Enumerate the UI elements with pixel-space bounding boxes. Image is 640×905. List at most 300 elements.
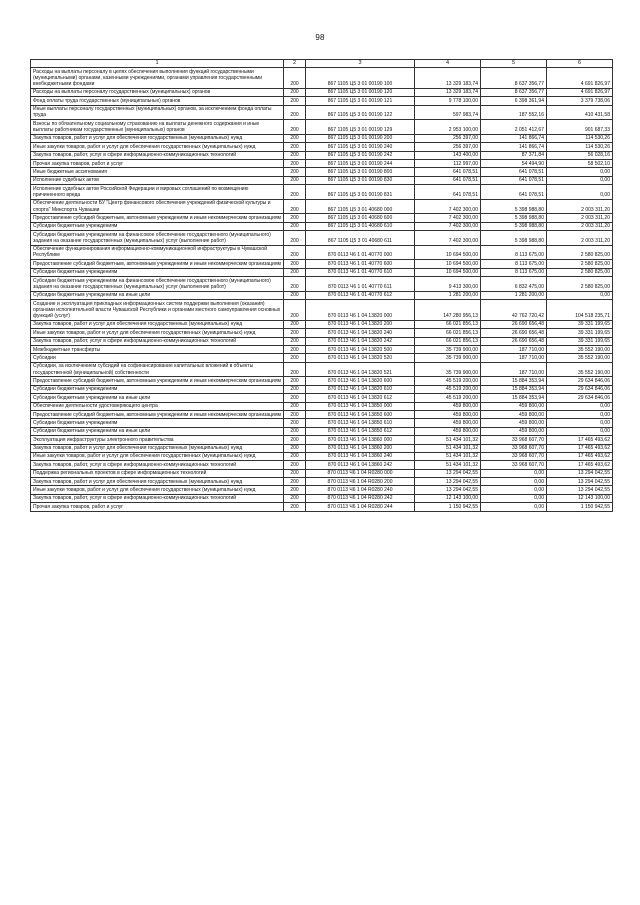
- table-row: [31, 260, 613, 268]
- row-code: 200: [284, 214, 306, 222]
- row-classification-code: 870 0113 Ч6 1 04 13850 612: [306, 427, 415, 435]
- row-remaining-amount: 114 530,26: [547, 143, 613, 151]
- table-row: [31, 168, 613, 176]
- row-remaining-amount: 29 634 846,06: [547, 377, 613, 385]
- row-description: Субсидии, за исключением субсидий на софинансирование капитальных вложений в объекты государственной (муниципальной) собственности: [31, 362, 284, 377]
- row-executed-amount: 1 281 200,00: [481, 291, 547, 299]
- row-approved-amount: 35 739 900,00: [415, 354, 481, 362]
- row-remaining-amount: 410 431,58: [547, 105, 613, 120]
- row-approved-amount: 641 078,51: [415, 176, 481, 184]
- table-row: [31, 452, 613, 460]
- row-executed-amount: 15 884 353,94: [481, 394, 547, 402]
- row-description: Закупка товаров, работ, услуг в сфере информационно-коммуникационных технологий: [31, 337, 284, 345]
- row-approved-amount: 7 402 300,00: [415, 214, 481, 222]
- row-classification-code: 870 0113 Ч6 1 04 13820 600: [306, 377, 415, 385]
- row-executed-amount: 2 051 412,67: [481, 120, 547, 135]
- row-description: Закупка товаров, работ и услуг для обеспечения государственных (муниципальных) нужд: [31, 444, 284, 452]
- table-row: [31, 402, 613, 410]
- row-executed-amount: 26 690 656,48: [481, 337, 547, 345]
- row-code: 200: [284, 320, 306, 328]
- row-description: Иные закупки товаров, работ и услуг для обеспечения государственных (муниципальных) нужд: [31, 143, 284, 151]
- row-description: Закупка товаров, работ, услуг в сфере информационно-коммуникационных технологий: [31, 461, 284, 469]
- row-description: Обеспечение функционирования информационно-коммуникационной инфраструктуры в Чувашской Республике: [31, 245, 284, 260]
- row-code: 200: [284, 427, 306, 435]
- column-header: 4: [415, 60, 481, 68]
- row-executed-amount: 459 800,00: [481, 419, 547, 427]
- row-remaining-amount: 0,00: [547, 427, 613, 435]
- row-description: Межбюджетные трансферты: [31, 346, 284, 354]
- row-remaining-amount: 39 331 199,65: [547, 337, 613, 345]
- row-approved-amount: 459 800,00: [415, 419, 481, 427]
- row-description: Иные закупки товаров, работ и услуг для обеспечения государственных (муниципальных) нужд: [31, 329, 284, 337]
- row-executed-amount: 54 494,90: [481, 159, 547, 167]
- table-row: [31, 354, 613, 362]
- row-executed-amount: 6 398 361,94: [481, 97, 547, 105]
- row-executed-amount: 8 637 356,77: [481, 68, 547, 89]
- row-executed-amount: 42 762 720,42: [481, 300, 547, 321]
- row-approved-amount: 1 150 942,55: [415, 503, 481, 511]
- row-executed-amount: 459 800,00: [481, 402, 547, 410]
- row-classification-code: 870 0113 Ч6 1 04 13850 610: [306, 419, 415, 427]
- row-approved-amount: 147 280 956,13: [415, 300, 481, 321]
- row-approved-amount: 45 519 200,00: [415, 377, 481, 385]
- row-approved-amount: 10 694 500,00: [415, 260, 481, 268]
- row-code: 200: [284, 231, 306, 246]
- row-classification-code: 870 0113 Ч6 1 04 13860 000: [306, 436, 415, 444]
- row-code: 200: [284, 486, 306, 494]
- row-remaining-amount: 56 028,16: [547, 151, 613, 159]
- row-classification-code: 870 0113 Ч6 1 04 R0280 240: [306, 486, 415, 494]
- row-executed-amount: 6 832 475,00: [481, 277, 547, 292]
- row-description: Закупка товаров, работ и услуг для обеспечения государственных (муниципальных) нужд: [31, 320, 284, 328]
- row-description: Исполнение судебных актов: [31, 176, 284, 184]
- row-description: Иные закупки товаров, работ и услуг для обеспечения государственных (муниципальных) нужд: [31, 452, 284, 460]
- table-row: [31, 231, 613, 246]
- row-code: 200: [284, 88, 306, 96]
- row-code: 200: [284, 444, 306, 452]
- table-row: [31, 362, 613, 377]
- row-remaining-amount: 0,00: [547, 176, 613, 184]
- row-remaining-amount: 0,00: [547, 185, 613, 200]
- row-description: Предоставление субсидий бюджетным, автономным учреждениям и иным некоммерческим организациям: [31, 260, 284, 268]
- row-remaining-amount: 13 294 042,55: [547, 469, 613, 477]
- row-classification-code: 867 1105 Ц5 3 01 00190 244: [306, 159, 415, 167]
- table-row: [31, 377, 613, 385]
- row-classification-code: 867 1105 Ц5 3 01 00190 200: [306, 134, 415, 142]
- row-approved-amount: 51 434 101,32: [415, 444, 481, 452]
- row-remaining-amount: 35 552 190,00: [547, 362, 613, 377]
- table-row: [31, 419, 613, 427]
- row-code: 200: [284, 337, 306, 345]
- row-executed-amount: 8 113 675,00: [481, 245, 547, 260]
- header-row: [31, 60, 613, 68]
- row-executed-amount: 8 637 356,77: [481, 88, 547, 96]
- row-executed-amount: 5 398 988,80: [481, 222, 547, 230]
- row-remaining-amount: 104 518 235,71: [547, 300, 613, 321]
- row-remaining-amount: 2 003 311,20: [547, 214, 613, 222]
- row-approved-amount: 13 329 183,74: [415, 68, 481, 89]
- row-code: 200: [284, 469, 306, 477]
- row-classification-code: 870 0113 Ч6 1 01 40770 600: [306, 260, 415, 268]
- row-description: Иные бюджетные ассигнования: [31, 168, 284, 176]
- row-description: Поддержка региональных проектов в сфере информационных технологий: [31, 469, 284, 477]
- row-classification-code: 870 0113 Ч6 1 04 13820 240: [306, 329, 415, 337]
- table-row: [31, 444, 613, 452]
- table-row: [31, 68, 613, 89]
- row-approved-amount: 13 294 042,55: [415, 486, 481, 494]
- row-code: 200: [284, 329, 306, 337]
- row-classification-code: 867 1105 Ц5 3 01 40680 610: [306, 222, 415, 230]
- table-row: [31, 486, 613, 494]
- row-approved-amount: 2 953 100,00: [415, 120, 481, 135]
- row-description: Субсидии бюджетным учреждениям на финансовое обеспечение государственного (муниципального) задания на оказание государственных (муниципальных) услуг (выполнение работ): [31, 277, 284, 292]
- row-executed-amount: 33 968 607,70: [481, 452, 547, 460]
- row-remaining-amount: 13 294 042,55: [547, 486, 613, 494]
- row-approved-amount: 45 519 200,00: [415, 394, 481, 402]
- row-approved-amount: 143 400,00: [415, 151, 481, 159]
- row-executed-amount: 33 968 607,70: [481, 444, 547, 452]
- row-code: 200: [284, 362, 306, 377]
- row-executed-amount: 5 398 988,80: [481, 199, 547, 214]
- row-remaining-amount: 35 552 190,00: [547, 354, 613, 362]
- row-code: 200: [284, 377, 306, 385]
- row-remaining-amount: 2 580 825,00: [547, 260, 613, 268]
- table-row: [31, 494, 613, 502]
- row-description: Прочая закупка товаров, работ и услуг: [31, 159, 284, 167]
- row-description: Предоставление субсидий бюджетным, автономным учреждениям и иным некоммерческим организациям: [31, 377, 284, 385]
- row-description: Эксплуатация инфраструктуры электронного правительства: [31, 436, 284, 444]
- row-remaining-amount: 0,00: [547, 291, 613, 299]
- row-code: 200: [284, 199, 306, 214]
- row-remaining-amount: 17 465 493,62: [547, 444, 613, 452]
- row-code: 200: [284, 419, 306, 427]
- row-remaining-amount: 29 634 846,06: [547, 385, 613, 393]
- row-approved-amount: 51 434 101,32: [415, 461, 481, 469]
- row-remaining-amount: 0,00: [547, 402, 613, 410]
- row-remaining-amount: 2 003 311,20: [547, 222, 613, 230]
- row-approved-amount: 1 281 200,00: [415, 291, 481, 299]
- row-remaining-amount: 58 502,10: [547, 159, 613, 167]
- row-code: 200: [284, 478, 306, 486]
- row-remaining-amount: 0,00: [547, 168, 613, 176]
- row-classification-code: 870 0113 Ч6 1 04 13820 520: [306, 354, 415, 362]
- row-code: 200: [284, 168, 306, 176]
- row-classification-code: 870 0113 Ч6 1 04 13860 240: [306, 452, 415, 460]
- row-approved-amount: 10 694 500,00: [415, 268, 481, 276]
- row-code: 200: [284, 436, 306, 444]
- row-executed-amount: 187 710,00: [481, 346, 547, 354]
- row-description: Субсидии бюджетным учреждениям на иные цели: [31, 291, 284, 299]
- table-row: [31, 329, 613, 337]
- table-row: [31, 337, 613, 345]
- row-code: 200: [284, 176, 306, 184]
- row-code: 200: [284, 494, 306, 502]
- table-row: [31, 461, 613, 469]
- row-code: 200: [284, 410, 306, 418]
- row-code: 200: [284, 134, 306, 142]
- row-classification-code: 867 1105 Ц5 3 01 40680 000: [306, 199, 415, 214]
- row-description: Закупка товаров, работ, услуг в сфере информационно-коммуникационных технологий: [31, 494, 284, 502]
- table-row: [31, 410, 613, 418]
- table-row: [31, 176, 613, 184]
- row-code: 200: [284, 354, 306, 362]
- row-executed-amount: 187 710,00: [481, 354, 547, 362]
- row-description: Субсидии бюджетным учреждениям на иные цели: [31, 427, 284, 435]
- row-classification-code: 870 0113 Ч6 1 04 13860 200: [306, 444, 415, 452]
- column-header: 6: [547, 60, 613, 68]
- row-approved-amount: 256 397,00: [415, 134, 481, 142]
- row-remaining-amount: 2 580 825,00: [547, 245, 613, 260]
- row-classification-code: 870 0113 Ч6 1 04 13820 500: [306, 346, 415, 354]
- row-description: Закупка товаров, работ, услуг в сфере информационно-коммуникационных технологий: [31, 151, 284, 159]
- budget-table: [30, 59, 613, 512]
- table-row: [31, 199, 613, 214]
- table-row: [31, 291, 613, 299]
- row-description: Предоставление субсидий бюджетным, автономным учреждениям и иным некоммерческим организациям: [31, 410, 284, 418]
- row-executed-amount: 0,00: [481, 486, 547, 494]
- row-classification-code: 870 0113 Ч6 1 04 R0280 200: [306, 478, 415, 486]
- table-row: [31, 143, 613, 151]
- row-executed-amount: 459 800,00: [481, 427, 547, 435]
- row-classification-code: 870 0113 Ч6 1 04 13850 600: [306, 410, 415, 418]
- row-description: Субсидии бюджетным учреждениям на финансовое обеспечение государственного (муниципального) задания на оказание государственных (муниципальных) услуг (выполнение работ): [31, 231, 284, 246]
- row-description: Расходы на выплаты персоналу государственных (муниципальных) органов: [31, 88, 284, 96]
- row-executed-amount: 641 078,51: [481, 168, 547, 176]
- table-row: [31, 385, 613, 393]
- row-code: 200: [284, 268, 306, 276]
- table-row: [31, 222, 613, 230]
- row-executed-amount: 459 800,00: [481, 410, 547, 418]
- row-approved-amount: 35 739 900,00: [415, 362, 481, 377]
- row-approved-amount: 51 434 101,32: [415, 436, 481, 444]
- table-row: [31, 300, 613, 321]
- row-description: Предоставление субсидий бюджетным, автономным учреждениям и иным некоммерческим организациям: [31, 214, 284, 222]
- row-executed-amount: 187 552,16: [481, 105, 547, 120]
- row-remaining-amount: 35 552 190,00: [547, 346, 613, 354]
- row-classification-code: 870 0113 Ч6 1 01 40770 000: [306, 245, 415, 260]
- table-row: [31, 105, 613, 120]
- row-approved-amount: 45 519 200,00: [415, 385, 481, 393]
- row-executed-amount: 15 884 353,94: [481, 377, 547, 385]
- row-executed-amount: 15 884 353,94: [481, 385, 547, 393]
- row-code: 200: [284, 151, 306, 159]
- row-code: 200: [284, 394, 306, 402]
- row-code: 200: [284, 260, 306, 268]
- table-row: [31, 346, 613, 354]
- row-executed-amount: 26 690 656,48: [481, 329, 547, 337]
- table-row: [31, 245, 613, 260]
- table-row: [31, 478, 613, 486]
- table-row: [31, 277, 613, 292]
- row-executed-amount: 0,00: [481, 503, 547, 511]
- row-description: Субсидии бюджетным учреждениям: [31, 222, 284, 230]
- row-code: 200: [284, 300, 306, 321]
- row-classification-code: 867 1105 Ц5 3 01 00190 100: [306, 68, 415, 89]
- row-approved-amount: 13 294 042,55: [415, 478, 481, 486]
- row-classification-code: 867 1105 Ц5 3 01 00190 830: [306, 176, 415, 184]
- row-approved-amount: 12 143 100,00: [415, 494, 481, 502]
- row-executed-amount: 8 113 675,00: [481, 260, 547, 268]
- row-code: 200: [284, 97, 306, 105]
- row-classification-code: 867 1105 Ц5 3 01 00190 129: [306, 120, 415, 135]
- table-row: [31, 436, 613, 444]
- row-remaining-amount: 2 003 311,20: [547, 199, 613, 214]
- row-remaining-amount: 901 687,33: [547, 120, 613, 135]
- table-row: [31, 503, 613, 511]
- row-approved-amount: 459 800,00: [415, 410, 481, 418]
- row-executed-amount: 141 866,74: [481, 134, 547, 142]
- row-approved-amount: 51 434 101,32: [415, 452, 481, 460]
- row-remaining-amount: 29 634 846,06: [547, 394, 613, 402]
- row-executed-amount: 0,00: [481, 478, 547, 486]
- row-classification-code: 867 1105 Ц5 3 01 00190 240: [306, 143, 415, 151]
- row-classification-code: 870 0113 Ч6 1 04 13820 521: [306, 362, 415, 377]
- row-classification-code: 870 0113 Ч6 1 01 40770 611: [306, 277, 415, 292]
- row-code: 200: [284, 222, 306, 230]
- row-approved-amount: 641 078,51: [415, 185, 481, 200]
- row-approved-amount: 597 983,74: [415, 105, 481, 120]
- row-description: Обеспечение деятельности удостоверяющего центра: [31, 402, 284, 410]
- row-remaining-amount: 17 465 493,62: [547, 452, 613, 460]
- row-executed-amount: 187 710,00: [481, 362, 547, 377]
- row-classification-code: 870 0113 Ч6 1 04 13820 200: [306, 320, 415, 328]
- table-row: [31, 214, 613, 222]
- row-code: 200: [284, 461, 306, 469]
- row-classification-code: 870 0113 Ч6 1 04 13820 610: [306, 385, 415, 393]
- row-executed-amount: 26 690 656,48: [481, 320, 547, 328]
- table-row: [31, 97, 613, 105]
- row-classification-code: 867 1105 Ц5 3 01 00190 120: [306, 88, 415, 96]
- row-code: 200: [284, 159, 306, 167]
- row-description: Субсидии бюджетным учреждениям: [31, 268, 284, 276]
- table-row: [31, 88, 613, 96]
- table-row: [31, 320, 613, 328]
- row-executed-amount: 0,00: [481, 469, 547, 477]
- row-remaining-amount: 4 691 826,97: [547, 88, 613, 96]
- row-code: 200: [284, 346, 306, 354]
- row-approved-amount: 35 739 900,00: [415, 346, 481, 354]
- column-header: 2: [284, 60, 306, 68]
- column-header: 1: [31, 60, 284, 68]
- row-approved-amount: 10 694 500,00: [415, 245, 481, 260]
- row-code: 200: [284, 105, 306, 120]
- row-approved-amount: 9 778 100,00: [415, 97, 481, 105]
- row-remaining-amount: 13 294 042,55: [547, 478, 613, 486]
- row-code: 200: [284, 277, 306, 292]
- row-code: 200: [284, 68, 306, 89]
- row-remaining-amount: 39 331 199,65: [547, 320, 613, 328]
- row-remaining-amount: 2 580 825,00: [547, 277, 613, 292]
- column-header: 5: [481, 60, 547, 68]
- row-classification-code: 870 0113 Ч6 1 04 13820 242: [306, 337, 415, 345]
- row-description: Прочая закупка товаров, работ и услуг: [31, 503, 284, 511]
- row-approved-amount: 13 294 042,55: [415, 469, 481, 477]
- row-classification-code: 867 1105 Ц5 3 01 00190 121: [306, 97, 415, 105]
- row-executed-amount: 641 078,51: [481, 176, 547, 184]
- row-approved-amount: 112 997,00: [415, 159, 481, 167]
- row-approved-amount: 459 800,00: [415, 427, 481, 435]
- row-remaining-amount: 1 150 942,55: [547, 503, 613, 511]
- table-row: [31, 394, 613, 402]
- row-classification-code: 867 1105 Ц5 3 01 00190 122: [306, 105, 415, 120]
- row-remaining-amount: 0,00: [547, 419, 613, 427]
- row-classification-code: 867 1105 Ц5 3 01 00190 800: [306, 168, 415, 176]
- row-approved-amount: 13 329 183,74: [415, 88, 481, 96]
- row-classification-code: 867 1105 Ц5 3 01 40680 611: [306, 231, 415, 246]
- row-approved-amount: 66 021 856,13: [415, 337, 481, 345]
- row-approved-amount: 459 800,00: [415, 402, 481, 410]
- row-description: Субсидии бюджетным учреждениям на иные цели: [31, 394, 284, 402]
- table-row: [31, 151, 613, 159]
- row-remaining-amount: 4 691 826,97: [547, 68, 613, 89]
- row-executed-amount: 641 078,51: [481, 185, 547, 200]
- row-classification-code: 870 0113 Ч6 1 01 40770 610: [306, 268, 415, 276]
- table-row: [31, 134, 613, 142]
- row-classification-code: 870 0113 Ч6 1 04 R0280 242: [306, 494, 415, 502]
- row-description: Обеспечение деятельности БУ "Центр финансового обеспечения учреждений физической культуры и спорта" Минспорта Чувашии: [31, 199, 284, 214]
- row-description: Исполнение судебных актов Российской Федерации и мировых соглашений по возмещению причиненного вреда: [31, 185, 284, 200]
- page-number: 98: [315, 33, 325, 42]
- row-remaining-amount: 3 379 738,06: [547, 97, 613, 105]
- row-approved-amount: 7 402 300,00: [415, 222, 481, 230]
- row-classification-code: 870 0113 Ч6 1 04 R0280 000: [306, 469, 415, 477]
- row-remaining-amount: 0,00: [547, 410, 613, 418]
- row-classification-code: 870 0113 Ч6 1 01 40770 612: [306, 291, 415, 299]
- row-description: Фонд оплаты труда государственных (муниципальных) органов: [31, 97, 284, 105]
- table-row: [31, 469, 613, 477]
- row-code: 200: [284, 385, 306, 393]
- row-remaining-amount: 17 465 493,62: [547, 461, 613, 469]
- row-description: Закупка товаров, работ и услуг для обеспечения государственных (муниципальных) нужд: [31, 478, 284, 486]
- row-approved-amount: 66 021 856,13: [415, 329, 481, 337]
- column-header: 3: [306, 60, 415, 68]
- table-row: [31, 427, 613, 435]
- row-approved-amount: 7 402 300,00: [415, 231, 481, 246]
- row-approved-amount: 256 397,00: [415, 143, 481, 151]
- row-executed-amount: 141 866,74: [481, 143, 547, 151]
- row-code: 200: [284, 120, 306, 135]
- row-classification-code: 870 0113 Ч6 1 04 13860 242: [306, 461, 415, 469]
- row-description: Расходы на выплаты персоналу в целях обеспечения выполнения функций государственными (муниципальными) органами, казенными учреждениями, органами управления государственными внебюджетными фондами: [31, 68, 284, 89]
- row-approved-amount: 7 402 300,00: [415, 199, 481, 214]
- row-classification-code: 870 0113 Ч6 1 04 13850 000: [306, 402, 415, 410]
- row-classification-code: 867 1105 Ц5 3 01 00190 242: [306, 151, 415, 159]
- row-executed-amount: 33 968 607,70: [481, 461, 547, 469]
- row-code: 200: [284, 402, 306, 410]
- table-row: [31, 185, 613, 200]
- row-approved-amount: 641 078,51: [415, 168, 481, 176]
- row-description: Субсидии бюджетным учреждениям: [31, 419, 284, 427]
- row-description: Иные закупки товаров, работ и услуг для обеспечения государственных (муниципальных) нужд: [31, 486, 284, 494]
- row-executed-amount: 5 398 988,80: [481, 231, 547, 246]
- row-executed-amount: 33 968 607,70: [481, 436, 547, 444]
- row-description: Иные выплаты персоналу государственных (муниципальных) органов, за исключением фонда оплаты труда: [31, 105, 284, 120]
- row-remaining-amount: 2 003 311,20: [547, 231, 613, 246]
- row-executed-amount: 5 398 988,80: [481, 214, 547, 222]
- row-description: Создание и эксплуатация прикладных информационных систем поддержки выполнения (оказания) органами исполнительной власти Чувашской Республики и органами местного самоуправления основных функций (услуг): [31, 300, 284, 321]
- row-description: Закупка товаров, работ и услуг для обеспечения государственных (муниципальных) нужд: [31, 134, 284, 142]
- table-row: [31, 159, 613, 167]
- row-code: 200: [284, 503, 306, 511]
- row-classification-code: 870 0113 Ч6 1 04 13820 000: [306, 300, 415, 321]
- row-executed-amount: 8 113 675,00: [481, 268, 547, 276]
- row-code: 200: [284, 185, 306, 200]
- table-row: [31, 120, 613, 135]
- row-description: Субсидии бюджетным учреждениям: [31, 385, 284, 393]
- row-remaining-amount: 39 331 199,65: [547, 329, 613, 337]
- row-executed-amount: 87 371,84: [481, 151, 547, 159]
- row-classification-code: 870 0113 Ч6 1 04 13820 612: [306, 394, 415, 402]
